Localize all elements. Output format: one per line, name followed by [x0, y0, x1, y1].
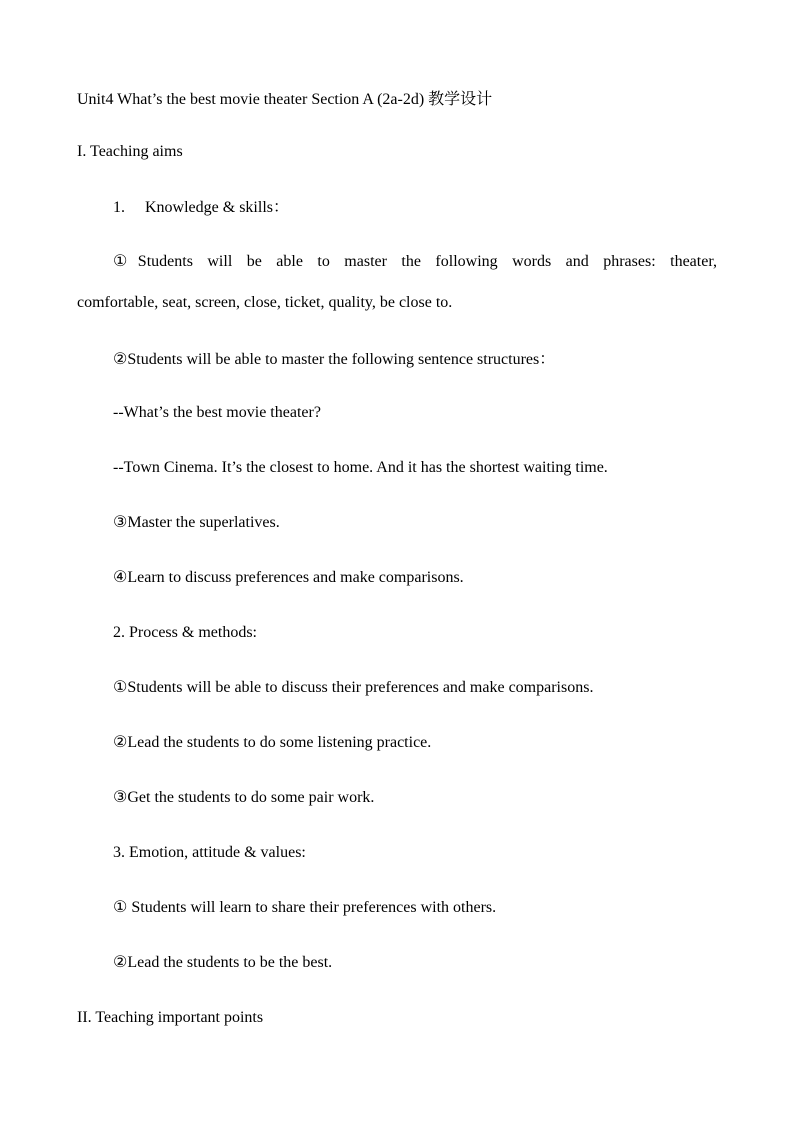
process-item-1: ①Students will be able to discuss their preferences and make comparisons. [113, 679, 594, 696]
knowledge-item-1 [77, 252, 717, 313]
section-heading-teaching-aims: I. Teaching aims [77, 143, 183, 160]
knowledge-item-1-line-1: ①Students will be able to master the following words and phrases: theater, [113, 253, 717, 270]
aim-number: 1. [113, 199, 125, 216]
emotion-item-2: ②Lead the students to be the best. [113, 954, 333, 971]
emotion-item-1: ① Students will learn to share their preferences with others. [113, 899, 497, 916]
dialog-answer: --Town Cinema. It’s the closest to home. And it has the shortest waiting time. [113, 459, 608, 476]
dialog-question: --What’s the best movie theater? [113, 404, 321, 421]
aim-process-methods-heading: 2. Process & methods: [113, 624, 257, 641]
process-item-2: ②Lead the students to do some listening practice. [113, 734, 432, 751]
knowledge-item-4: ④Learn to discuss preferences and make comparisons. [113, 569, 464, 586]
process-item-3: ③Get the students to do some pair work. [113, 789, 375, 806]
knowledge-item-1-line-2: comfortable, seat, screen, close, ticket, quality, be close to. [77, 294, 453, 311]
aim-heading-text: Knowledge & skills： [145, 199, 289, 216]
aim-knowledge-skills-heading [113, 198, 289, 218]
document-title: Unit4 What’s the best movie theater Section A (2a-2d) 教学设计 [77, 91, 493, 108]
section-heading-important-points: II. Teaching important points [77, 1009, 264, 1026]
aim-emotion-values-heading: 3. Emotion, attitude & values: [113, 844, 306, 861]
knowledge-item-2: ②Students will be able to master the following sentence structures： [113, 351, 556, 368]
knowledge-item-3: ③Master the superlatives. [113, 514, 280, 531]
